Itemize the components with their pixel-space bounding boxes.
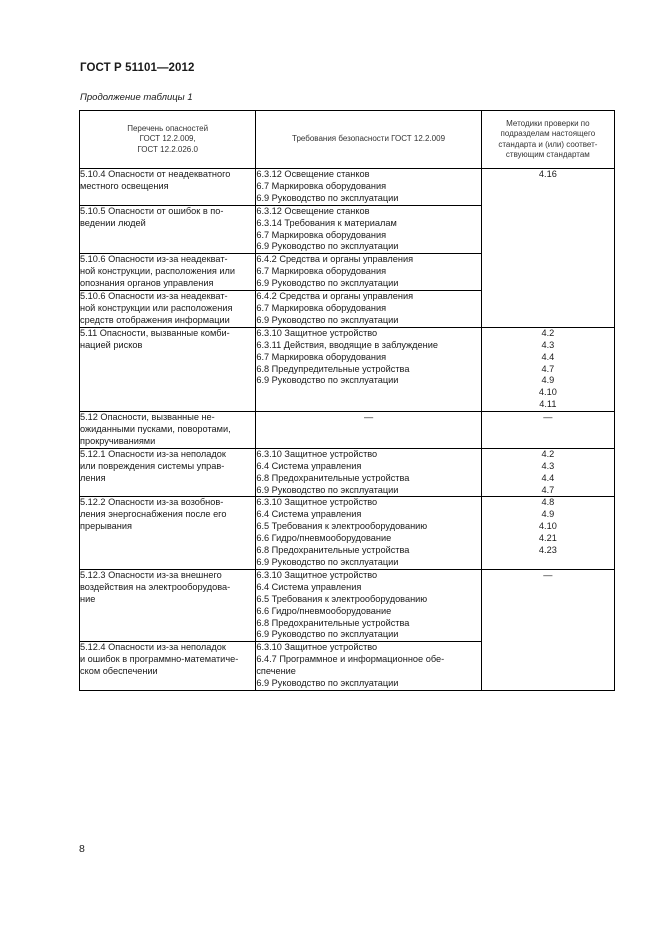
requirement-line: 6.8 Предупредительные устройства xyxy=(256,363,410,374)
requirement-line: 6.8 Предохранительные устройства xyxy=(256,617,410,628)
requirement-line: 6.7 Маркировка оборудования xyxy=(256,180,387,191)
table-header-row xyxy=(80,111,615,169)
requirement-line: 6.9 Руководство по эксплуатации xyxy=(256,241,399,252)
header-line: ствующим стандартам xyxy=(505,150,590,159)
method-ref: 4.4 xyxy=(541,472,555,483)
table-caption: Продолжение таблицы 1 xyxy=(80,92,193,103)
method-ref: 4.21 xyxy=(538,533,557,544)
requirement-line: 6.3.10 Защитное устройство xyxy=(256,569,378,580)
methods-cell xyxy=(481,169,614,328)
hazard-line: нацией рисков xyxy=(80,339,143,350)
method-ref: 4.11 xyxy=(539,399,557,410)
header-line: Перечень опасностей xyxy=(127,123,209,133)
method-ref: 4.7 xyxy=(541,484,555,495)
method-ref: 4.3 xyxy=(541,339,555,350)
requirement-line: 6.8 Предохранительные устройства xyxy=(256,472,410,483)
requirement-line: 6.7 Маркировка оборудования xyxy=(256,229,387,240)
requirement-line: 6.9 Руководство по эксплуатации xyxy=(256,484,399,495)
requirement-line: 6.8 Предохранительные устройства xyxy=(256,545,410,556)
method-ref: 4.10 xyxy=(538,521,557,532)
requirement-cell xyxy=(256,327,481,411)
requirement-line: 6.9 Руководство по эксплуатации xyxy=(256,192,399,203)
method-ref: 4.9 xyxy=(541,375,555,386)
header-line: стандарта и (или) соответ- xyxy=(498,139,598,149)
requirement-cell xyxy=(256,497,481,569)
requirement-cell xyxy=(256,569,481,641)
requirement-line: 6.5 Требования к электрооборудованию xyxy=(256,593,428,604)
requirement-line: 6.3.10 Защитное устройство xyxy=(256,448,378,459)
requirement-line: спечение xyxy=(256,666,296,677)
hazard-line: ведении людей xyxy=(80,217,146,228)
header-line: Методики проверки по xyxy=(506,118,590,128)
requirement-line: 6.5 Требования к электрооборудованию xyxy=(256,521,428,532)
hazard-cell xyxy=(80,291,256,328)
requirement-line: 6.9 Руководство по эксплуатации xyxy=(256,629,399,640)
header-line: ГОСТ 12.2.026.0 xyxy=(137,144,198,154)
requirement-line: 6.4 Система управления xyxy=(256,581,362,592)
method-ref: 4.23 xyxy=(538,545,557,556)
table-row xyxy=(80,569,615,641)
requirement-line: 6.6 Гидро/пневмооборудование xyxy=(256,533,392,544)
requirement-line: — xyxy=(363,412,374,423)
hazard-line: 5.10.6 Опасности из-за неадекват- xyxy=(80,254,228,265)
table-row xyxy=(80,169,615,206)
hazard-cell xyxy=(80,497,256,569)
hazard-cell xyxy=(80,412,256,449)
hazard-line: прерывания xyxy=(80,521,132,532)
methods-cell xyxy=(481,569,614,690)
hazard-line: или повреждения системы управ- xyxy=(80,460,225,471)
hazard-line: опознания органов управления xyxy=(80,278,214,289)
method-ref: — xyxy=(543,412,553,423)
requirement-cell xyxy=(256,254,481,291)
hazard-cell xyxy=(80,254,256,291)
requirement-line: 6.4 Система управления xyxy=(256,509,362,520)
header-hazards xyxy=(80,111,256,169)
hazard-cell xyxy=(80,169,256,206)
requirement-line: 6.4 Система управления xyxy=(256,460,362,471)
hazard-line: 5.10.6 Опасности из-за неадекват- xyxy=(80,291,228,302)
header-line: Требования безопасности ГОСТ 12.2.009 xyxy=(292,134,446,144)
requirement-line: 6.7 Маркировка оборудования xyxy=(256,266,387,277)
requirement-line: 6.7 Маркировка оборудования xyxy=(256,302,387,313)
hazard-cell xyxy=(80,327,256,411)
hazard-cell xyxy=(80,205,256,254)
requirement-cell xyxy=(256,412,481,449)
requirement-line: 6.3.11 Действия, вводящие в заблуждение xyxy=(256,339,438,350)
requirement-line: 6.9 Руководство по эксплуатации xyxy=(256,678,399,689)
requirement-line: 6.9 Руководство по эксплуатации xyxy=(256,314,399,325)
hazard-line: ления энергоснабжения после его xyxy=(80,509,227,520)
table-row xyxy=(80,412,615,449)
method-ref: 4.10 xyxy=(538,387,557,398)
method-ref: — xyxy=(543,569,553,580)
table-row xyxy=(80,327,615,411)
requirement-line: 6.3.12 Освещение станков xyxy=(256,169,370,179)
requirement-cell xyxy=(256,448,481,497)
hazard-line: 5.10.5 Опасности от ошибок в по- xyxy=(80,205,224,216)
hazard-line: ожиданными пусками, поворотами, xyxy=(80,424,231,435)
hazard-line: и ошибок в программно-математиче- xyxy=(80,654,239,665)
methods-cell xyxy=(481,327,614,411)
requirement-cell xyxy=(256,205,481,254)
header-methods xyxy=(481,111,614,169)
hazard-line: ние xyxy=(80,593,96,604)
table-row xyxy=(80,448,615,497)
hazard-line: ной конструкции, расположения или xyxy=(80,266,236,277)
hazard-line: 5.12.2 Опасности из-за возобнов- xyxy=(80,497,224,508)
hazard-cell xyxy=(80,642,256,691)
method-ref: 4.3 xyxy=(541,460,555,471)
hazard-line: 5.11 Опасности, вызванные комби- xyxy=(80,327,230,338)
hazard-line: 5.10.4 Опасности от неадекватного xyxy=(80,169,231,179)
hazard-cell xyxy=(80,448,256,497)
requirement-cell xyxy=(256,642,481,691)
hazard-line: 5.12.1 Опасности из-за неполадок xyxy=(80,448,226,459)
header-requirements xyxy=(256,111,481,169)
method-ref: 4.9 xyxy=(541,509,555,520)
requirement-cell xyxy=(256,169,481,206)
requirement-line: 6.4.2 Средства и органы управления xyxy=(256,291,414,302)
hazard-line: прокручиваниями xyxy=(80,435,156,446)
methods-cell xyxy=(481,448,614,497)
requirement-line: 6.3.10 Защитное устройство xyxy=(256,642,378,653)
method-ref: 4.7 xyxy=(541,363,555,374)
method-ref: 4.2 xyxy=(541,327,555,338)
requirement-line: 6.3.14 Требования к материалам xyxy=(256,217,397,228)
hazard-line: средств отображения информации xyxy=(80,314,230,325)
requirement-line: 6.4.7 Программное и информационное обе- xyxy=(256,654,445,665)
page-number: 8 xyxy=(79,843,85,855)
hazard-line: воздействия на электрооборудова- xyxy=(80,581,231,592)
hazard-cell xyxy=(80,569,256,641)
requirements-table xyxy=(79,110,615,691)
hazard-line: ском обеспечении xyxy=(80,666,158,677)
requirement-line: 6.3.10 Защитное устройство xyxy=(256,327,378,338)
requirement-line: 6.9 Руководство по эксплуатации xyxy=(256,375,399,386)
method-ref: 4.8 xyxy=(541,497,555,508)
requirement-line: 6.3.12 Освещение станков xyxy=(256,205,370,216)
method-ref: 4.2 xyxy=(541,448,555,459)
document-title: ГОСТ Р 51101—2012 xyxy=(80,62,195,74)
table-row xyxy=(80,497,615,569)
requirement-line: 6.3.10 Защитное устройство xyxy=(256,497,378,508)
method-ref: 4.4 xyxy=(541,351,555,362)
hazard-line: 5.12.3 Опасности из-за внешнего xyxy=(80,569,222,580)
requirement-line: 6.9 Руководство по эксплуатации xyxy=(256,278,399,289)
hazard-line: 5.12 Опасности, вызванные не- xyxy=(80,412,215,423)
requirement-line: 6.9 Руководство по эксплуатации xyxy=(256,557,399,567)
methods-cell xyxy=(481,412,614,449)
method-ref: 4.16 xyxy=(538,169,557,179)
requirement-cell xyxy=(256,291,481,328)
hazard-line: местного освещения xyxy=(80,180,169,191)
hazard-line: ления xyxy=(80,472,106,483)
methods-cell xyxy=(481,497,614,569)
header-line: ГОСТ 12.2.009, xyxy=(139,134,196,144)
header-line: подразделам настоящего xyxy=(500,129,596,138)
hazard-line: ной конструкции или расположения xyxy=(80,302,233,313)
requirement-line: 6.6 Гидро/пневмооборудование xyxy=(256,605,392,616)
hazard-line: 5.12.4 Опасности из-за неполадок xyxy=(80,642,226,653)
requirement-line: 6.4.2 Средства и органы управления xyxy=(256,254,414,265)
requirement-line: 6.7 Маркировка оборудования xyxy=(256,351,387,362)
